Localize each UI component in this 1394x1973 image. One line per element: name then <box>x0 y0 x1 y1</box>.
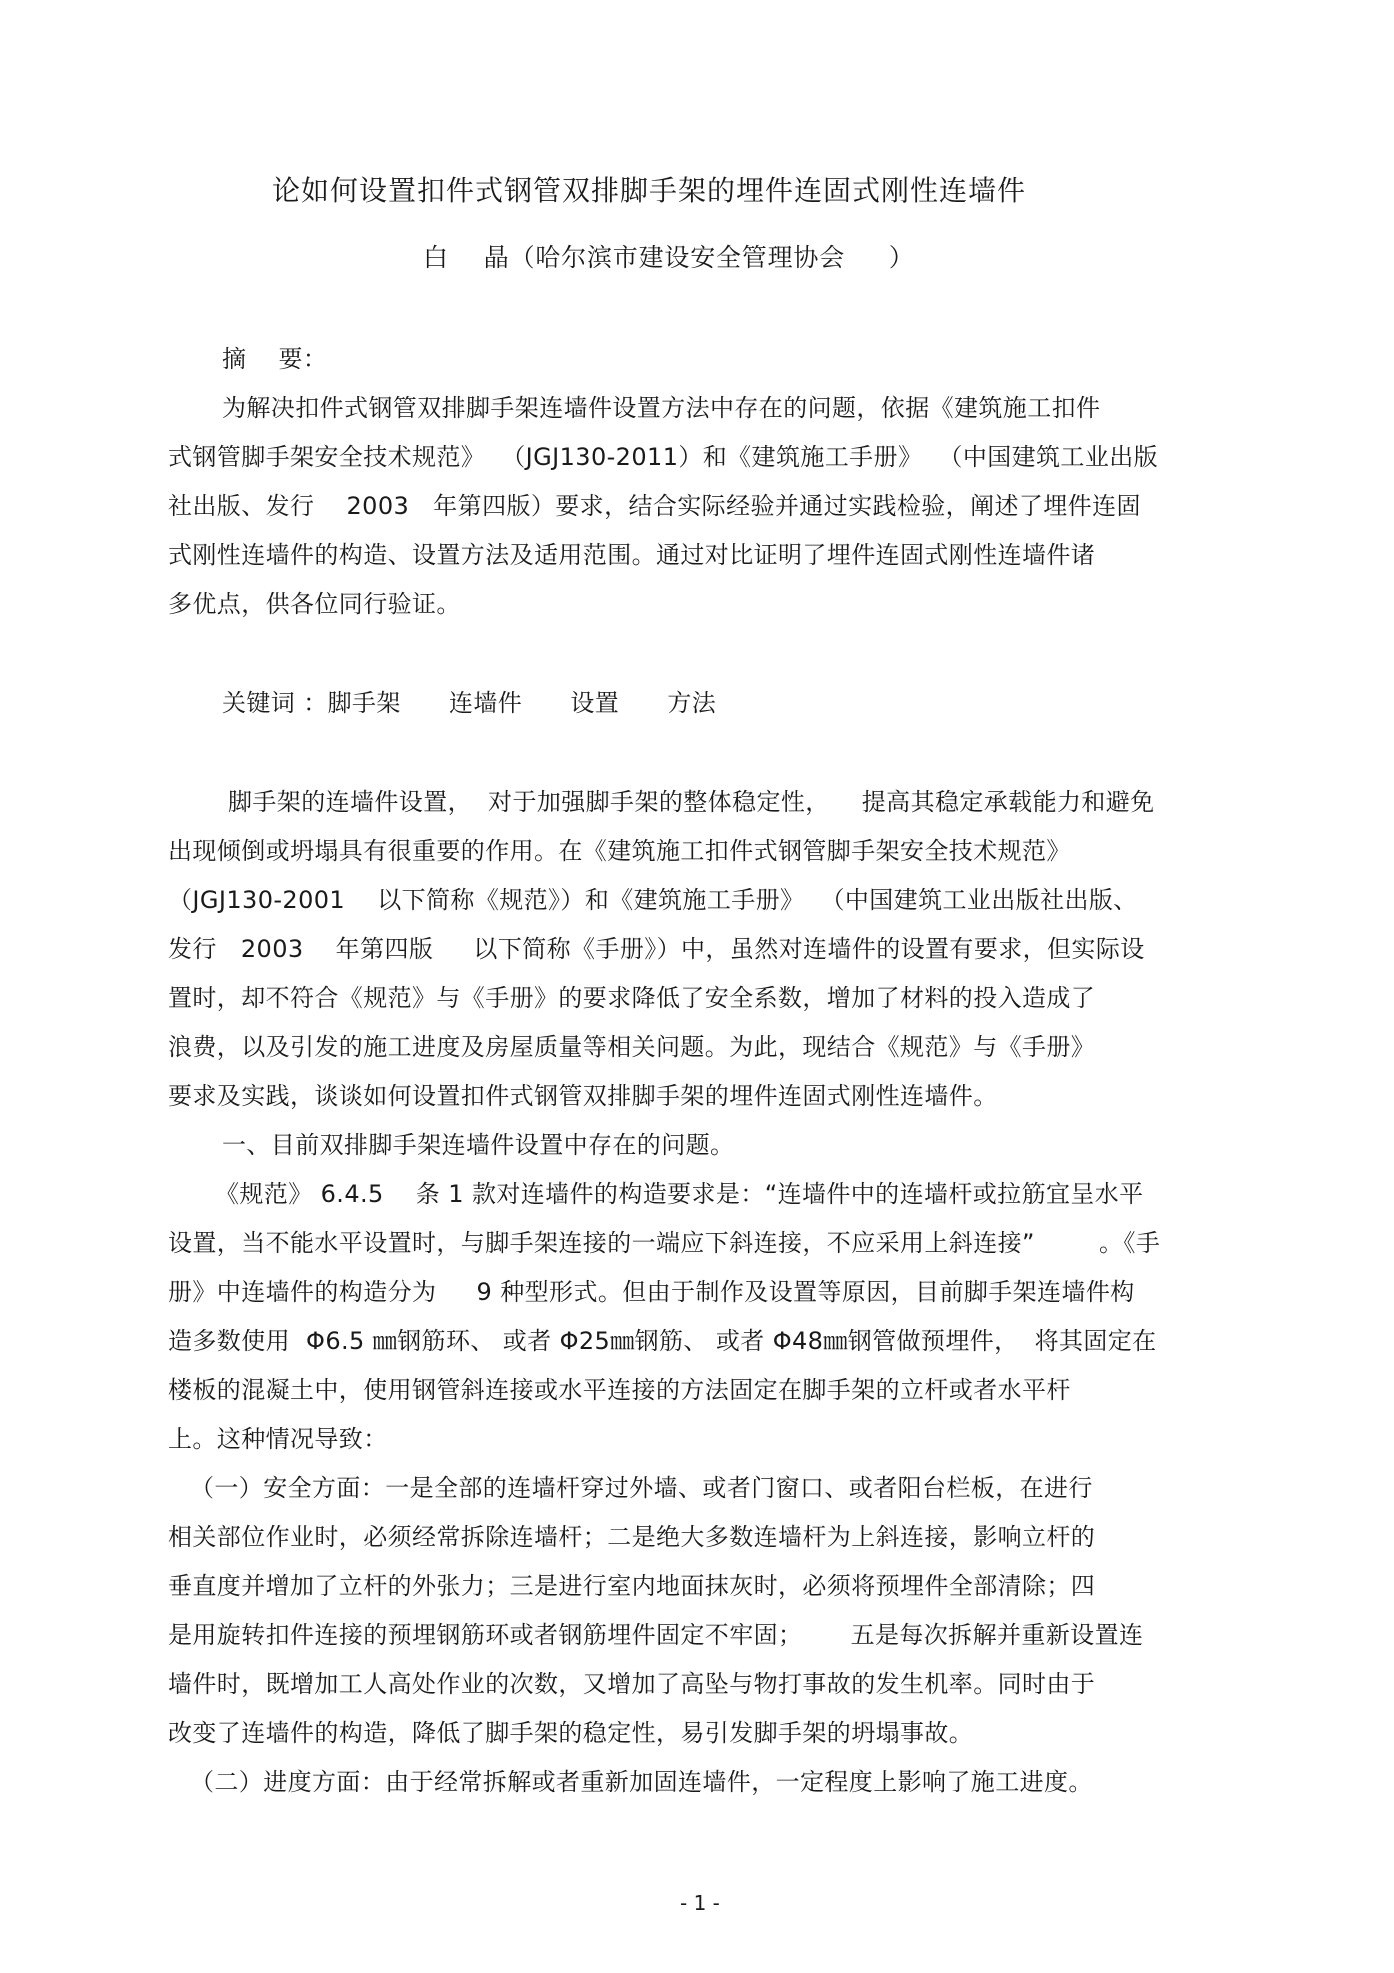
body-line: 发行 2003 年第四版 以下简称《手册》）中，虽然对连墙件的设置有要求，但实际设 <box>168 935 1145 963</box>
abstract-line: 多优点，供各位同行验证。 <box>168 590 461 618</box>
paper-title: 论如何设置扣件式钢管双排脚手架的埋件连固式刚性连墙件 <box>272 174 1027 207</box>
body-line: 相关部位作业时，必须经常拆除连墙杆；二是绝大多数连墙杆为上斜连接，影响立杆的 <box>168 1523 1096 1551</box>
body-line: 《规范》 6.4.5 条 1 款对连墙件的构造要求是：“连墙件中的连墙杆或拉筋宜呈水平 <box>215 1180 1144 1208</box>
abstract-line: 为解决扣件式钢管双排脚手架连墙件设置方法中存在的问题，依据《建筑施工扣件 <box>222 394 1101 422</box>
body-line: 册》中连墙件的构造分为 9 种型形式。但由于制作及设置等原因，目前脚手架连墙件构 <box>168 1278 1135 1306</box>
abstract-line: 式刚性连墙件的构造、设置方法及适用范围。通过对比证明了埋件连固式刚性连墙件诸 <box>168 541 1096 569</box>
keywords: 关键词 ：脚手架 连墙件 设置 方法 <box>222 689 717 717</box>
body-line: （一）安全方面：一是全部的连墙杆穿过外墙、或者门窗口、或者阳台栏板，在进行 <box>190 1474 1093 1502</box>
body-line: 改变了连墙件的构造，降低了脚手架的稳定性，易引发脚手架的坍塌事故。 <box>168 1719 974 1747</box>
abstract-line: 式钢管脚手架安全技术规范》 （JGJ130-2011）和《建筑施工手册》 （中国建筑工业出版 <box>168 443 1159 471</box>
page-number: - 1 - <box>680 1891 720 1915</box>
author-affiliation: 白 晶（哈尔滨市建设安全管理协会 ） <box>423 243 915 272</box>
abstract-line: 社出版、发行 2003 年第四版）要求，结合实际经验并通过实践检验，阐述了埋件连固 <box>168 492 1141 520</box>
body-line: 出现倾倒或坍塌具有很重要的作用。在《建筑施工扣件式钢管脚手架安全技术规范》 <box>168 837 1071 865</box>
body-line: 要求及实践，谈谈如何设置扣件式钢管双排脚手架的埋件连固式刚性连墙件。 <box>168 1082 998 1110</box>
body-line: 是用旋转扣件连接的预埋钢筋环或者钢筋埋件固定不牢固； 五是每次拆解并重新设置连 <box>168 1621 1144 1649</box>
body-line: （JGJ130-2001 以下简称《规范》）和《建筑施工手册》 （中国建筑工业出版社出版、 <box>168 886 1138 914</box>
body-line: 脚手架的连墙件设置， 对于加强脚手架的整体稳定性， 提高其稳定承载能力和避免 <box>228 788 1155 816</box>
body-line: 浪费，以及引发的施工进度及房屋质量等相关问题。为此，现结合《规范》与《手册》 <box>168 1033 1096 1061</box>
body-line: 楼板的混凝土中，使用钢管斜连接或水平连接的方法固定在脚手架的立杆或者水平杆 <box>168 1376 1071 1404</box>
abstract-heading: 摘 要： <box>222 345 328 373</box>
section-heading: 一、目前双排脚手架连墙件设置中存在的问题。 <box>222 1131 735 1159</box>
body-line: 墙件时，既增加工人高处作业的次数，又增加了高坠与物打事故的发生机率。同时由于 <box>168 1670 1096 1698</box>
body-line: 设置，当不能水平设置时，与脚手架连接的一端应下斜连接，不应采用上斜连接” 。《手 <box>168 1229 1161 1257</box>
body-line: （二）进度方面：由于经常拆解或者重新加固连墙件，一定程度上影响了施工进度。 <box>190 1768 1093 1796</box>
body-line: 造多数使用 Φ6.5 ㎜钢筋环、 或者 Φ25㎜钢筋、 或者 Φ48㎜钢管做预埋件， 将其固定在 <box>168 1327 1157 1355</box>
body-line: 上。这种情况导致： <box>168 1425 388 1453</box>
body-line: 垂直度并增加了立杆的外张力；三是进行室内地面抹灰时，必须将预埋件全部清除；四 <box>168 1572 1096 1600</box>
body-line: 置时，却不符合《规范》与《手册》的要求降低了安全系数，增加了材料的投入造成了 <box>168 984 1096 1012</box>
